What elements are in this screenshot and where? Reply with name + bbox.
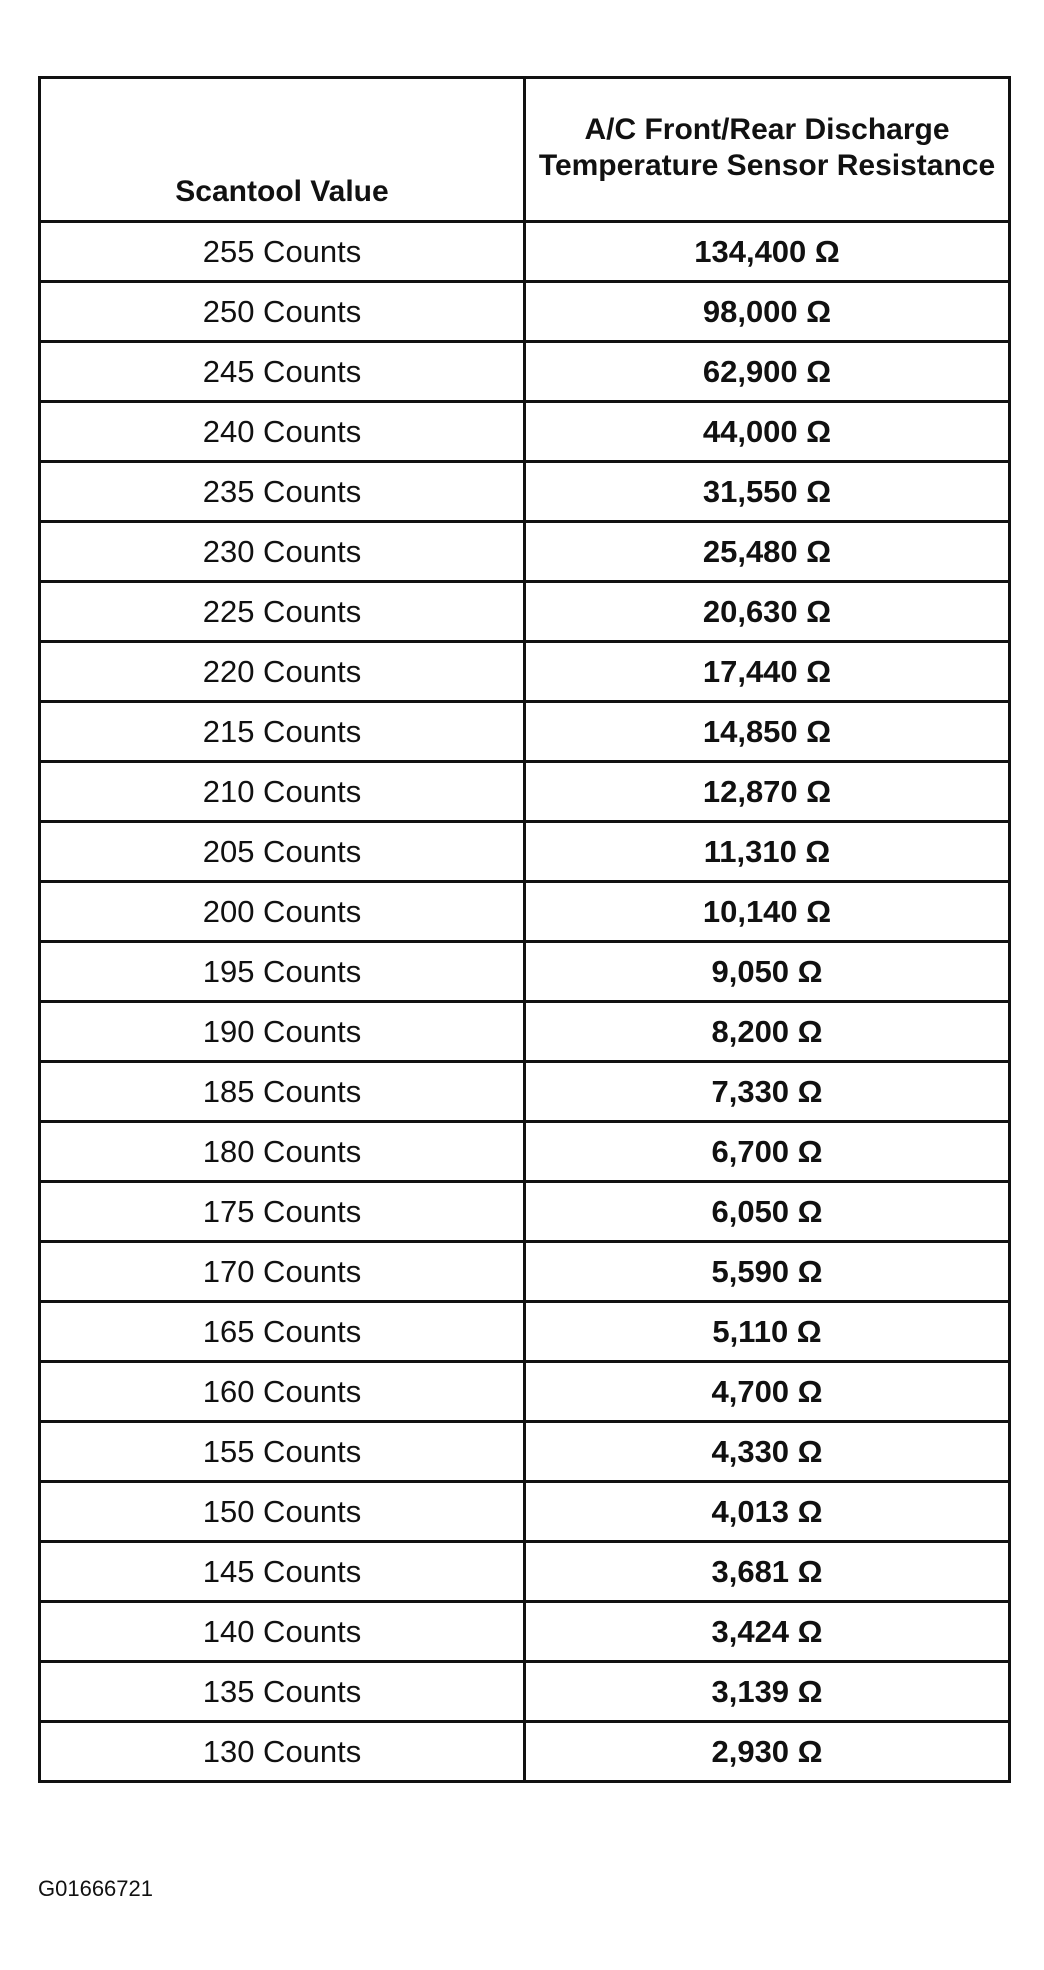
resistance-cell: 98,000 Ω: [525, 282, 1010, 342]
table-row: [40, 522, 1010, 582]
table-row: [40, 1122, 1010, 1182]
resistance-table-container: [38, 76, 1008, 1783]
resistance-cell: 3,424 Ω: [525, 1602, 1010, 1662]
table-row: [40, 462, 1010, 522]
resistance-cell: 20,630 Ω: [525, 582, 1010, 642]
scantool-value-cell: 255 Counts: [40, 222, 525, 282]
table-row: [40, 1482, 1010, 1542]
table-row: [40, 1362, 1010, 1422]
scantool-value-cell: 160 Counts: [40, 1362, 525, 1422]
resistance-cell: 3,139 Ω: [525, 1662, 1010, 1722]
resistance-cell: 4,330 Ω: [525, 1422, 1010, 1482]
scantool-value-cell: 235 Counts: [40, 462, 525, 522]
resistance-cell: 3,681 Ω: [525, 1542, 1010, 1602]
resistance-cell: 6,700 Ω: [525, 1122, 1010, 1182]
table-body: [40, 222, 1010, 1782]
figure-id: G01666721: [38, 1876, 153, 1901]
resistance-cell: 12,870 Ω: [525, 762, 1010, 822]
resistance-cell: 14,850 Ω: [525, 702, 1010, 762]
resistance-cell: 7,330 Ω: [525, 1062, 1010, 1122]
table-row: [40, 1602, 1010, 1662]
scantool-value-cell: 250 Counts: [40, 282, 525, 342]
scantool-value-cell: 195 Counts: [40, 942, 525, 1002]
scantool-value-cell: 135 Counts: [40, 1662, 525, 1722]
scantool-value-cell: 200 Counts: [40, 882, 525, 942]
scantool-value-cell: 180 Counts: [40, 1122, 525, 1182]
table-row: [40, 582, 1010, 642]
resistance-cell: 5,590 Ω: [525, 1242, 1010, 1302]
header-row: [40, 78, 1010, 222]
resistance-cell: 4,700 Ω: [525, 1362, 1010, 1422]
table-row: [40, 1002, 1010, 1062]
table-header: [40, 78, 1010, 222]
table-row: [40, 222, 1010, 282]
table-row: [40, 1062, 1010, 1122]
scantool-value-cell: 220 Counts: [40, 642, 525, 702]
scantool-value-cell: 225 Counts: [40, 582, 525, 642]
scantool-value-cell: 155 Counts: [40, 1422, 525, 1482]
scantool-value-cell: 130 Counts: [40, 1722, 525, 1782]
resistance-cell: 2,930 Ω: [525, 1722, 1010, 1782]
resistance-cell: 134,400 Ω: [525, 222, 1010, 282]
table-row: [40, 882, 1010, 942]
header-scantool-value: Scantool Value: [40, 78, 525, 222]
scantool-value-cell: 240 Counts: [40, 402, 525, 462]
scantool-value-cell: 140 Counts: [40, 1602, 525, 1662]
scantool-value-cell: 145 Counts: [40, 1542, 525, 1602]
table-row: [40, 1182, 1010, 1242]
scantool-value-cell: 185 Counts: [40, 1062, 525, 1122]
table-row: [40, 1242, 1010, 1302]
scantool-value-cell: 210 Counts: [40, 762, 525, 822]
table-row: [40, 702, 1010, 762]
table-row: [40, 1662, 1010, 1722]
table-row: [40, 642, 1010, 702]
resistance-cell: 8,200 Ω: [525, 1002, 1010, 1062]
resistance-cell: 17,440 Ω: [525, 642, 1010, 702]
table-row: [40, 282, 1010, 342]
scantool-value-cell: 215 Counts: [40, 702, 525, 762]
resistance-table: [38, 76, 1011, 1783]
table-row: [40, 342, 1010, 402]
resistance-cell: 5,110 Ω: [525, 1302, 1010, 1362]
resistance-cell: 31,550 Ω: [525, 462, 1010, 522]
scantool-value-cell: 170 Counts: [40, 1242, 525, 1302]
table-row: [40, 402, 1010, 462]
table-row: [40, 1542, 1010, 1602]
resistance-cell: 11,310 Ω: [525, 822, 1010, 882]
table-row: [40, 1422, 1010, 1482]
table-row: [40, 822, 1010, 882]
scantool-value-cell: 245 Counts: [40, 342, 525, 402]
resistance-cell: 9,050 Ω: [525, 942, 1010, 1002]
scantool-value-cell: 230 Counts: [40, 522, 525, 582]
resistance-cell: 44,000 Ω: [525, 402, 1010, 462]
scantool-value-cell: 205 Counts: [40, 822, 525, 882]
resistance-cell: 10,140 Ω: [525, 882, 1010, 942]
resistance-cell: 25,480 Ω: [525, 522, 1010, 582]
resistance-cell: 62,900 Ω: [525, 342, 1010, 402]
scantool-value-cell: 150 Counts: [40, 1482, 525, 1542]
scantool-value-cell: 165 Counts: [40, 1302, 525, 1362]
table-row: [40, 1302, 1010, 1362]
resistance-cell: 4,013 Ω: [525, 1482, 1010, 1542]
scantool-value-cell: 175 Counts: [40, 1182, 525, 1242]
scantool-value-cell: 190 Counts: [40, 1002, 525, 1062]
table-row: [40, 1722, 1010, 1782]
resistance-cell: 6,050 Ω: [525, 1182, 1010, 1242]
table-row: [40, 762, 1010, 822]
table-row: [40, 942, 1010, 1002]
header-sensor-resistance: A/C Front/Rear Discharge Temperature Sensor Resistance: [525, 78, 1010, 222]
